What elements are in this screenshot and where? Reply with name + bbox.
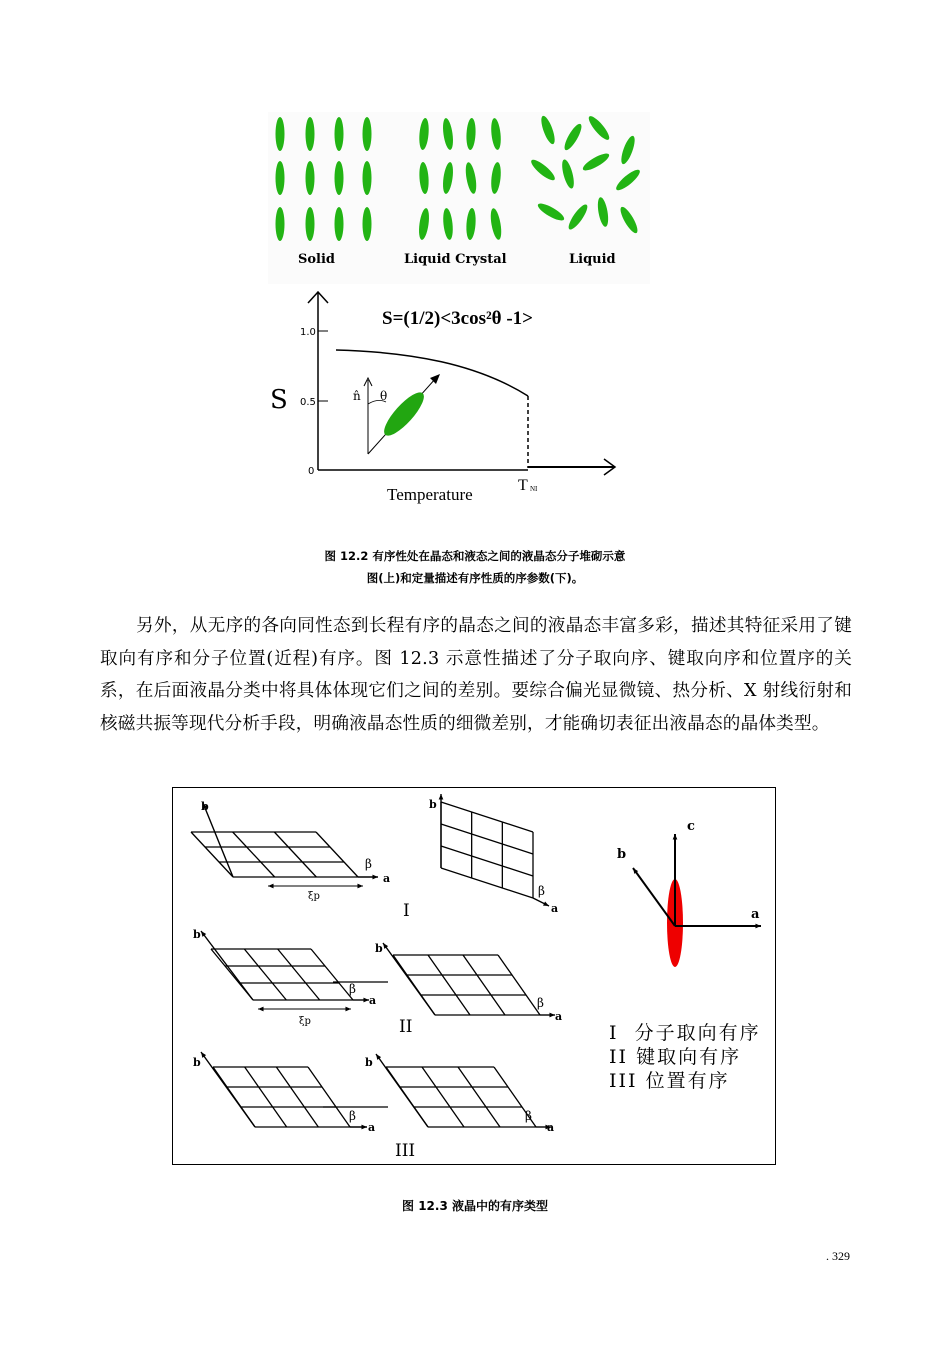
beta-label: β: [525, 1109, 532, 1123]
molecule-liquid-crystal: [418, 162, 429, 195]
y-tick-label-0: 0: [308, 466, 315, 477]
phase-label-solid: Solid: [298, 252, 336, 267]
axis-b-label: b: [365, 1056, 373, 1069]
axis-b-label: b: [201, 800, 209, 813]
molecule-solid: [335, 117, 344, 151]
grid-line: [458, 1067, 500, 1127]
lattice-I-right: [441, 802, 533, 898]
molecule-liquid-crystal: [490, 118, 502, 151]
molecule-liquid: [539, 114, 558, 145]
x-axis-label: Temperature: [387, 485, 473, 504]
molecule-solid: [363, 117, 372, 151]
beta-label: β: [349, 982, 356, 996]
molecule-liquid: [562, 122, 585, 152]
legend-item-3: [609, 1066, 730, 1093]
lattice-I-left: [191, 832, 358, 877]
legend-text-2: 键取向有序: [636, 1046, 742, 1068]
xi-label: ξp: [308, 891, 320, 902]
axis-a-label: a: [547, 1121, 555, 1134]
transition-label-subscript: NI: [530, 485, 538, 493]
grid-line: [308, 1067, 350, 1127]
body-paragraph-text: 另外，从无序的各向同性态到长程有序的晶态之间的液晶态丰富多彩，描述其特征采用了键取向有序和分子位置(近程)有序。图 12.3 示意性描述了分子取向序、键取向序和位置序的关系，在后面液晶分类中将具体体现它们之间的差别。要综合偏光显微镜、热分析、X 射线衍射和核磁共振等现代分析手段，明确液晶态性质的细微差别，才能确切表征出液晶态的晶体类型。: [100, 616, 852, 734]
row-label-I: I: [403, 901, 410, 921]
y-tick-label-05: 0.5: [300, 397, 316, 408]
axis-a-label: a: [369, 994, 377, 1007]
axis-b-label: b: [617, 847, 627, 862]
grid-line: [422, 1067, 464, 1127]
molecule-liquid: [581, 151, 611, 174]
molecule-liquid-crystal: [417, 208, 430, 241]
axis-a-arrow-head: [755, 924, 761, 929]
lattice-II-right: [393, 955, 540, 1015]
grid-line: [441, 868, 533, 898]
figure-12-2-caption-line2: 图(上)和定量描述有序性质的序参数(下)。: [366, 571, 584, 585]
molecule-liquid-crystal: [442, 208, 454, 241]
grid-line: [498, 955, 540, 1015]
xi-arrow-left-head: [258, 1007, 264, 1012]
molecule-liquid: [614, 167, 643, 193]
phase-label-liquid-crystal: Liquid Crystal: [404, 252, 507, 267]
legend-item-1: [609, 1018, 761, 1045]
legend-text-3: 位置有序: [645, 1070, 730, 1092]
molecule-liquid: [619, 134, 638, 165]
order-types-figure: [172, 787, 776, 1165]
molecule-solid: [276, 117, 285, 151]
grid-line: [441, 824, 533, 854]
molecule-liquid: [596, 196, 610, 227]
row-label-III: III: [395, 1141, 416, 1161]
grid-line: [441, 802, 533, 832]
molecule-liquid: [618, 205, 641, 235]
axis-a-arrow-head: [361, 1125, 367, 1130]
molecule-liquid-crystal: [489, 207, 503, 240]
molecule-liquid: [536, 201, 566, 224]
axis-b-arrow: [201, 1052, 255, 1127]
lattice-II-left: [211, 949, 353, 1000]
page-number: . 329: [826, 1249, 850, 1263]
axis-a-arrow-head: [372, 875, 378, 880]
grid-line: [274, 832, 316, 877]
axis-b-label: b: [193, 928, 201, 941]
axis-b-label: b: [193, 1056, 201, 1069]
director-symbol: n̂: [353, 389, 361, 403]
grid-line: [441, 846, 533, 876]
molecule-liquid-crystal: [465, 208, 476, 241]
legend-numeral-3: III: [609, 1070, 638, 1092]
molecule-liquid-crystal: [466, 118, 477, 150]
order-parameter-plot: [262, 286, 642, 518]
axis-a-label: a: [551, 902, 559, 915]
molecule-solid: [335, 161, 344, 195]
row-label-II: II: [399, 1017, 413, 1037]
grid-line: [244, 949, 286, 1000]
beta-label: β: [365, 857, 372, 871]
lattice-diagrams: [173, 788, 774, 1163]
grid-line: [316, 832, 358, 877]
axis-b-label: b: [429, 798, 437, 811]
transition-label: T: [518, 477, 528, 494]
molecule-solid: [335, 207, 344, 241]
molecule-liquid-crystal: [464, 161, 478, 194]
axis-a-label: a: [368, 1121, 376, 1134]
molecule-liquid: [529, 157, 558, 183]
grid-line: [311, 949, 353, 1000]
phase-label-liquid: Liquid: [569, 252, 616, 267]
axis-a-label: a: [555, 1010, 563, 1023]
molecule-liquid: [586, 114, 612, 143]
molecule-solid: [306, 117, 315, 151]
molecule-solid: [363, 207, 372, 241]
legend-text-1: 分子取向有序: [634, 1022, 761, 1044]
grid-line: [245, 1067, 287, 1127]
xi-label: ξp: [299, 1016, 311, 1027]
angle-symbol: θ: [380, 389, 388, 403]
xi-arrow-left-head: [268, 884, 274, 889]
axis-a-label: a: [383, 872, 391, 885]
grid-line: [278, 949, 320, 1000]
order-parameter-svg: [262, 286, 642, 518]
molecule-solid: [306, 161, 315, 195]
axis-c-label: c: [687, 819, 695, 834]
axis-b-arrow: [203, 803, 233, 877]
legend-item-2: [609, 1042, 741, 1069]
molecule-liquid-crystal: [490, 162, 502, 195]
order-parameter-curve: [336, 350, 528, 396]
legend-numeral-2: II: [609, 1046, 629, 1068]
axis-a-label: a: [751, 907, 760, 922]
molecule-solid: [363, 161, 372, 195]
axis-b-arrow: [383, 943, 435, 1015]
axis-b-arrow: [376, 1054, 428, 1127]
molecule-liquid: [566, 202, 591, 232]
order-parameter-formula: S=(1/2)<3cos²θ -1>: [382, 308, 533, 329]
molecule-liquid-crystal: [418, 118, 430, 151]
grid-line: [463, 955, 505, 1015]
y-axis-symbol: S: [270, 385, 288, 415]
molecule-liquid: [560, 158, 576, 189]
beta-label: β: [349, 1109, 356, 1123]
y-tick-label-1: 1.0: [300, 327, 316, 338]
figure-12-3-caption: 图 12.3 液晶中的有序类型: [402, 1199, 548, 1213]
body-paragraph: [100, 610, 852, 740]
molecule-liquid-crystal: [441, 162, 454, 195]
grid-line: [428, 955, 470, 1015]
beta-label: β: [538, 884, 545, 898]
molecule-solid: [306, 207, 315, 241]
grid-line: [191, 832, 233, 877]
grid-line: [233, 832, 275, 877]
axis-b-arrow-head: [439, 794, 444, 800]
grid-line: [276, 1067, 318, 1127]
molecule-solid: [276, 207, 285, 241]
legend-numeral-1: I: [609, 1022, 619, 1044]
lattice-III-right: [386, 1067, 536, 1127]
phase-packing-figure: [268, 112, 650, 284]
molecule-solid: [276, 161, 285, 195]
axis-b-label: b: [375, 942, 383, 955]
figure-12-2-caption-line1: 图 12.2 有序性处在晶态和液态之间的液晶态分子堆砌示意: [324, 549, 626, 563]
beta-label: β: [537, 996, 544, 1010]
axis-c-arrow-head: [673, 834, 678, 840]
molecule-liquid-crystal: [441, 118, 454, 151]
